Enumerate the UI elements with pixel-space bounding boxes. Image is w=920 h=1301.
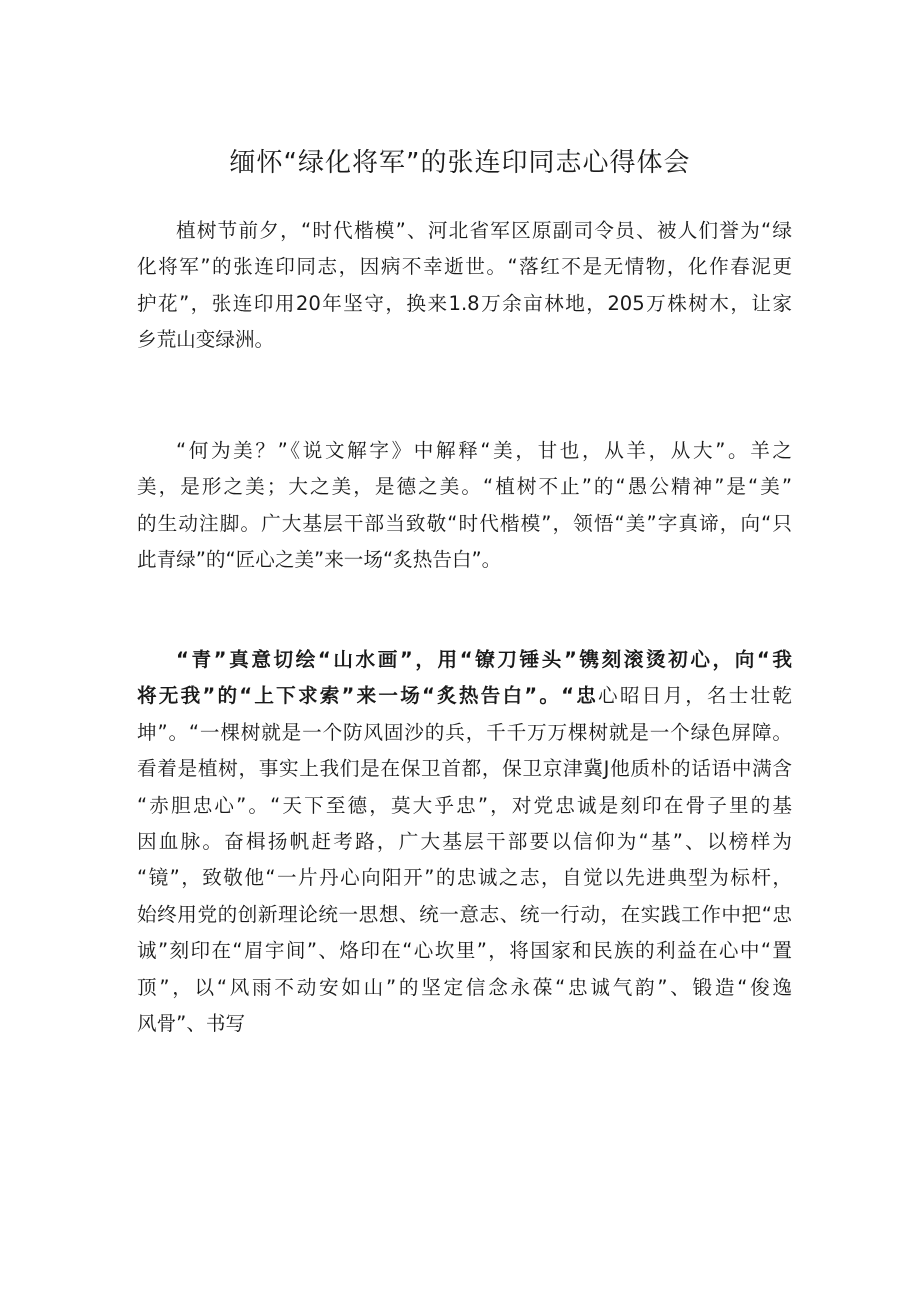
paragraph-line: 植树节前夕，“时代楷模”、河北省军区原副司令员、被人们誉为“绿 <box>176 219 792 242</box>
paragraph-line: “何为美？”《说文解字》中解释“美，甘也，从羊，从大”。羊之 <box>176 439 792 462</box>
paragraph-line: 护花”，张连印用20年坚守，换来1.8万余亩林地，205万株树木，让家 <box>137 291 792 315</box>
paragraph-line: 始终用党的创新理论统一思想、统一意志、统一行动，在实践工作中把“忠 <box>137 902 792 926</box>
paragraph-line: 诚”刻印在“眉宇间”、烙印在“心坎里”，将国家和民族的利益在心中“置 <box>137 939 792 963</box>
paragraph-line-mixed <box>137 678 792 714</box>
paragraph-3 <box>137 642 792 1042</box>
paragraph-1 <box>137 213 792 359</box>
paragraph-line-bold: “青”真意切绘“山水画”，用“镣刀锤头”镌刻滚烫初心，向“我 <box>176 648 792 671</box>
bold-phrase: 将无我”的“上下求索”来一场“炙热告白”。“忠 <box>137 684 599 708</box>
paragraph-line: 化将军”的张连印同志，因病不幸逝世。“落红不是无情物，化作春泥更 <box>137 255 792 279</box>
paragraph-line: 美，是形之美；大之美，是德之美。“植树不止”的“愚公精神”是“美” <box>137 475 792 499</box>
paragraph-line: 因血脉。奋楫扬帆赶考路，广大基层干部要以信仰为“基”、以榜样为 <box>137 830 792 854</box>
paragraph-2 <box>137 433 792 579</box>
paragraph-line: 顶”，以“风雨不动安如山”的坚定信念永葆“忠诚气韵”、锻造“俊逸 <box>137 975 792 999</box>
paragraph-line: 乡荒山变绿洲。 <box>137 328 275 352</box>
paragraph-line: 看着是植树，事实上我们是在保卫首都，保卫京津冀J他质朴的话语中满含 <box>137 757 792 781</box>
paragraph-line: 此青绿”的“匠心之美”来一场“炙热告白”。 <box>137 548 502 572</box>
paragraph-line: 的生动注脚。广大基层干部当致敬“时代楷模”，领悟“美”字真谛，向“只 <box>137 511 792 535</box>
paragraph-line: 坤”。“一棵树就是一个防风固沙的兵，千千万万棵树就是一个绿色屏障。 <box>137 720 792 744</box>
paragraph-line: “镜”，致敬他“一片丹心向阳开”的忠诚之志，自觉以先进典型为标杆， <box>137 866 792 890</box>
paragraph-line: “赤胆忠心”。“天下至德，莫大乎忠”，对党忠诚是刻印在骨子里的基 <box>137 793 792 817</box>
paragraph-line: 风骨”、书写 <box>137 1012 246 1036</box>
plain-phrase: 心昭日月，名士壮乾 <box>598 684 792 708</box>
document-title: 缅怀“绿化将军”的张连印同志心得体会 <box>229 148 691 178</box>
